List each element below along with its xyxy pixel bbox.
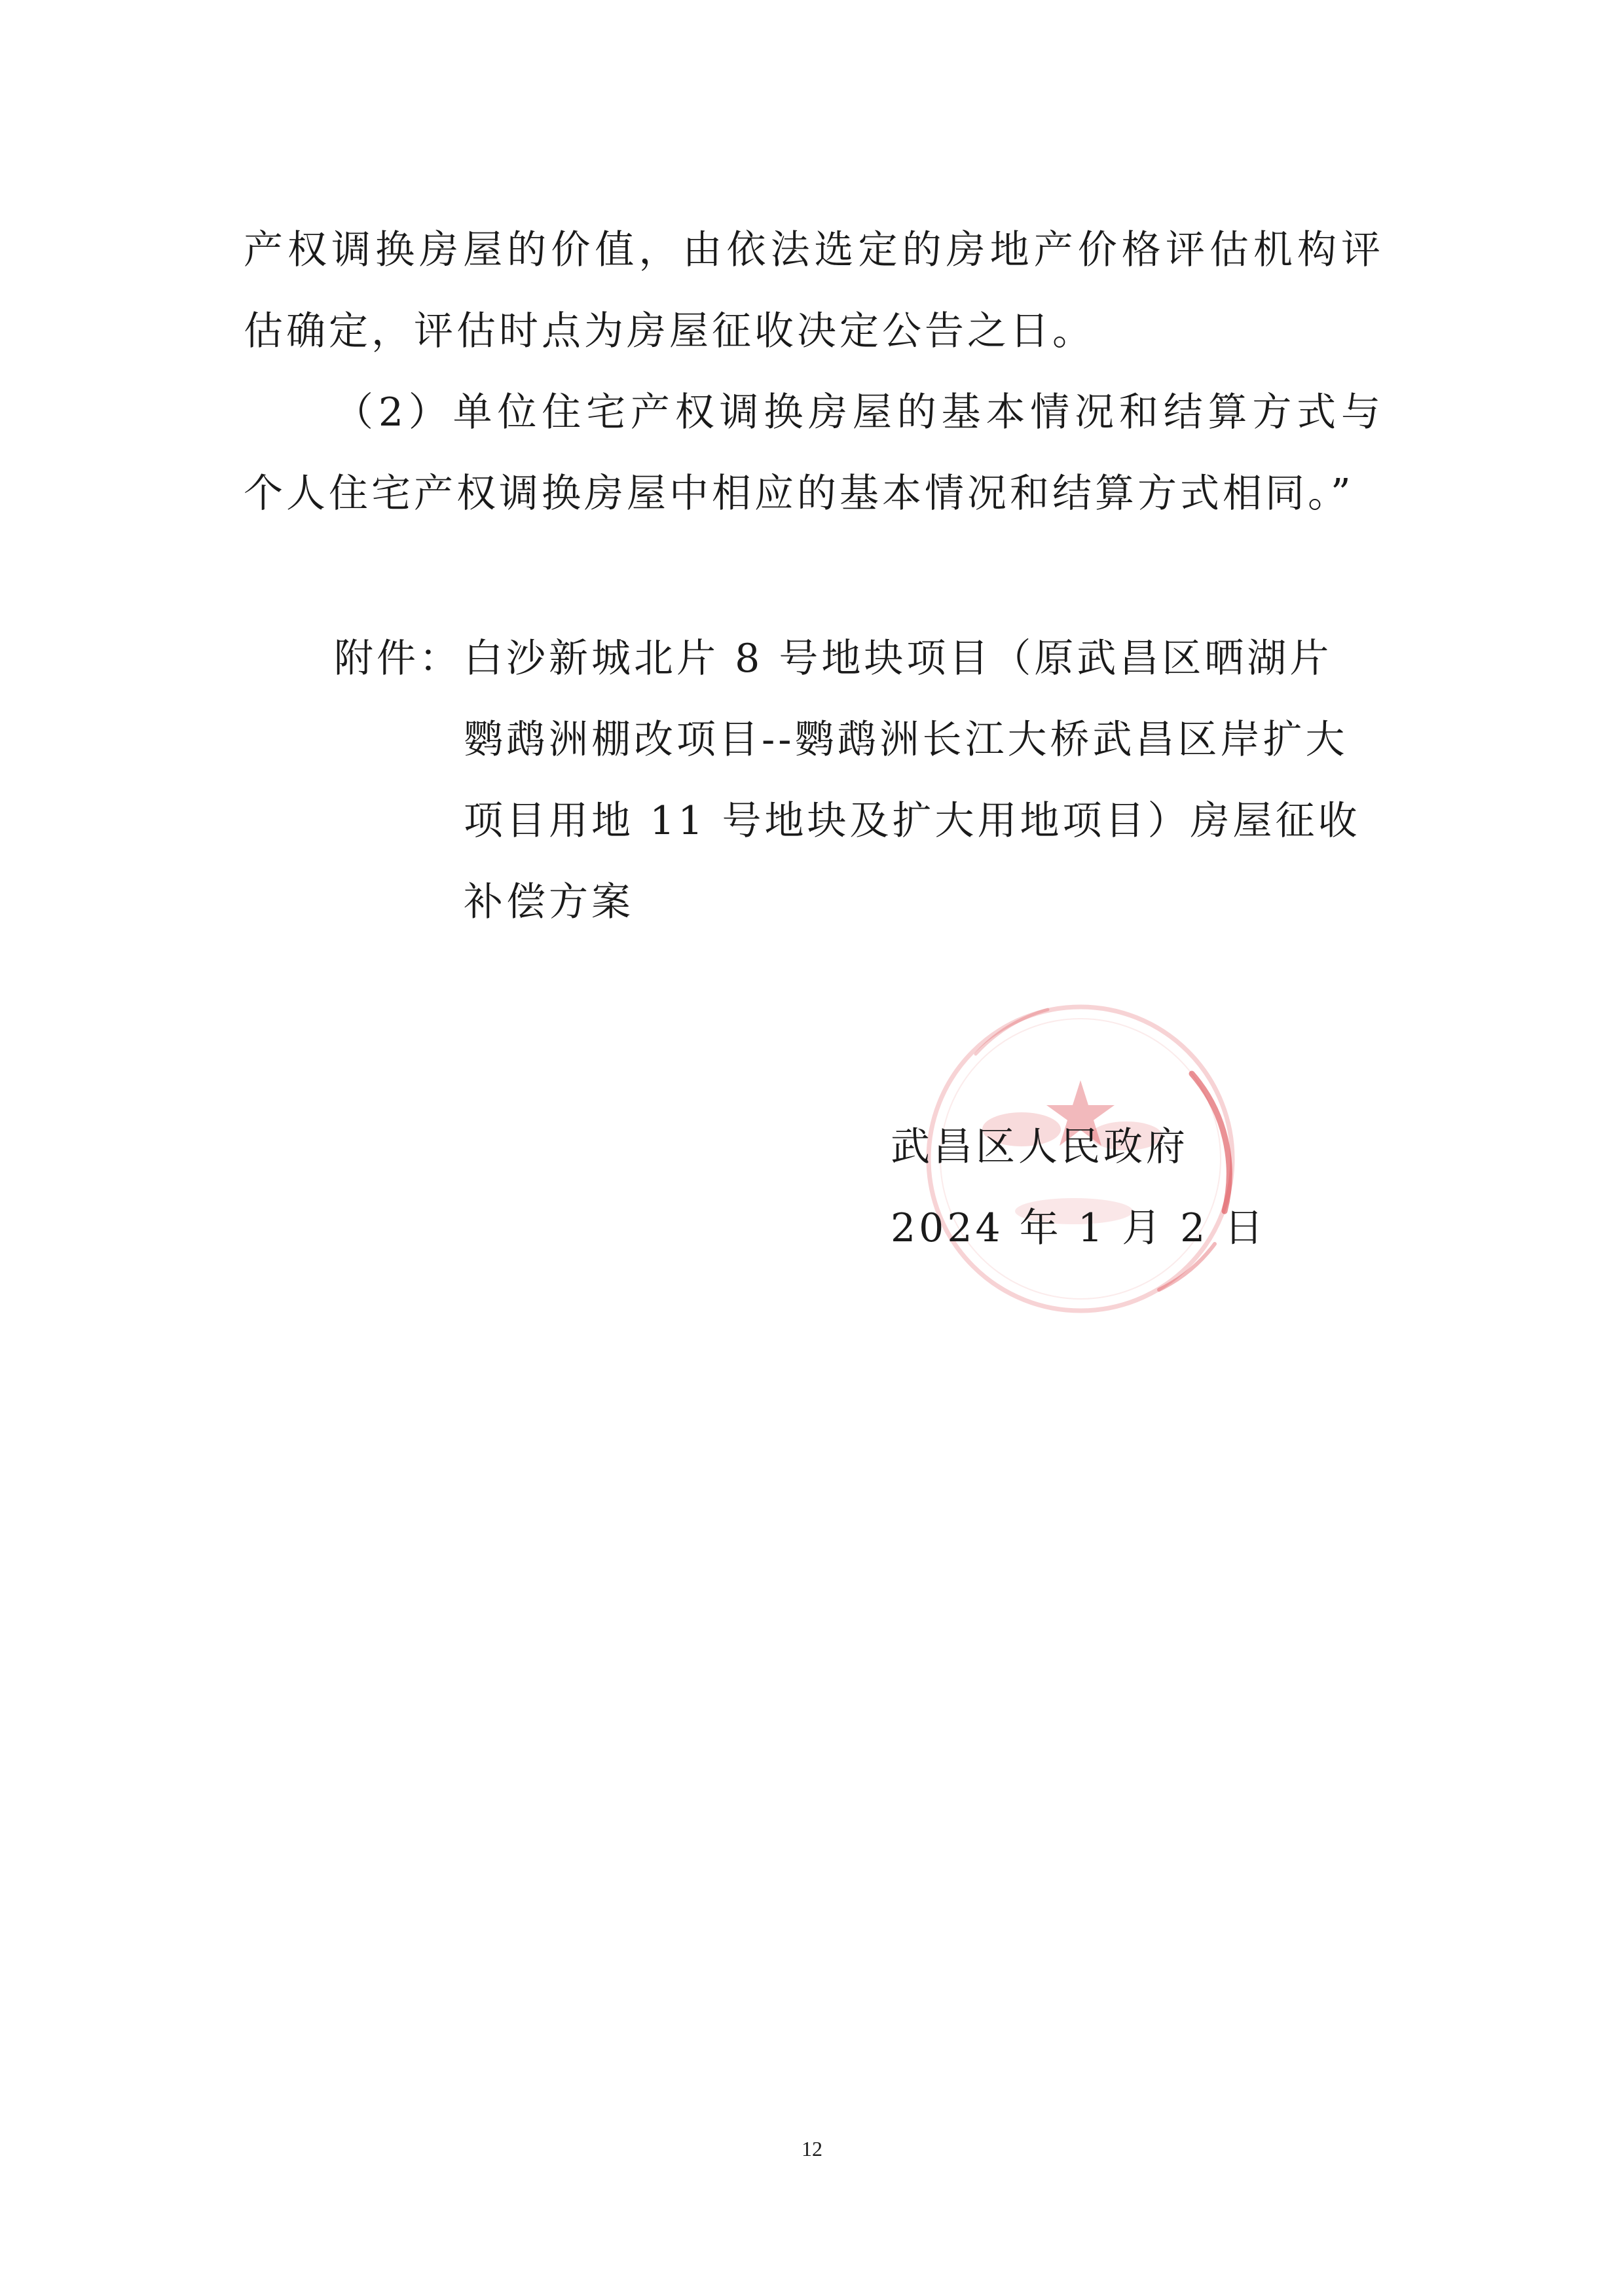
attachment-title-line-2: 鹦鹉洲棚改项目--鹦鹉洲长江大桥武昌区岸扩大 bbox=[464, 717, 1348, 763]
attachment-title-line-3: 项目用地 11 号地块及扩大用地项目）房屋征收 bbox=[464, 798, 1361, 844]
paragraph-1-line-1: 产权调换房屋的价值，由依法选定的房地产价格评估机构评 bbox=[244, 227, 1380, 273]
attachment-label: 附件： bbox=[334, 636, 462, 682]
paragraph-1-line-2: 估确定，评估时点为房屋征收决定公告之日。 bbox=[244, 308, 1095, 354]
attachment-title-line-4: 补偿方案 bbox=[464, 879, 634, 925]
issuer-name: 武昌区人民政府 bbox=[891, 1124, 1189, 1170]
paragraph-2-line-1: （2）单位住宅产权调换房屋的基本情况和结算方式与 bbox=[334, 390, 1380, 435]
issue-date: 2024 年 1 月 2 日 bbox=[891, 1205, 1267, 1251]
page-number: 12 bbox=[802, 2137, 822, 2160]
paragraph-2-line-2: 个人住宅产权调换房屋中相应的基本情况和结算方式相同。” bbox=[244, 471, 1354, 517]
attachment-title-line-1: 白沙新城北片 8 号地块项目（原武昌区晒湖片 bbox=[464, 636, 1333, 682]
